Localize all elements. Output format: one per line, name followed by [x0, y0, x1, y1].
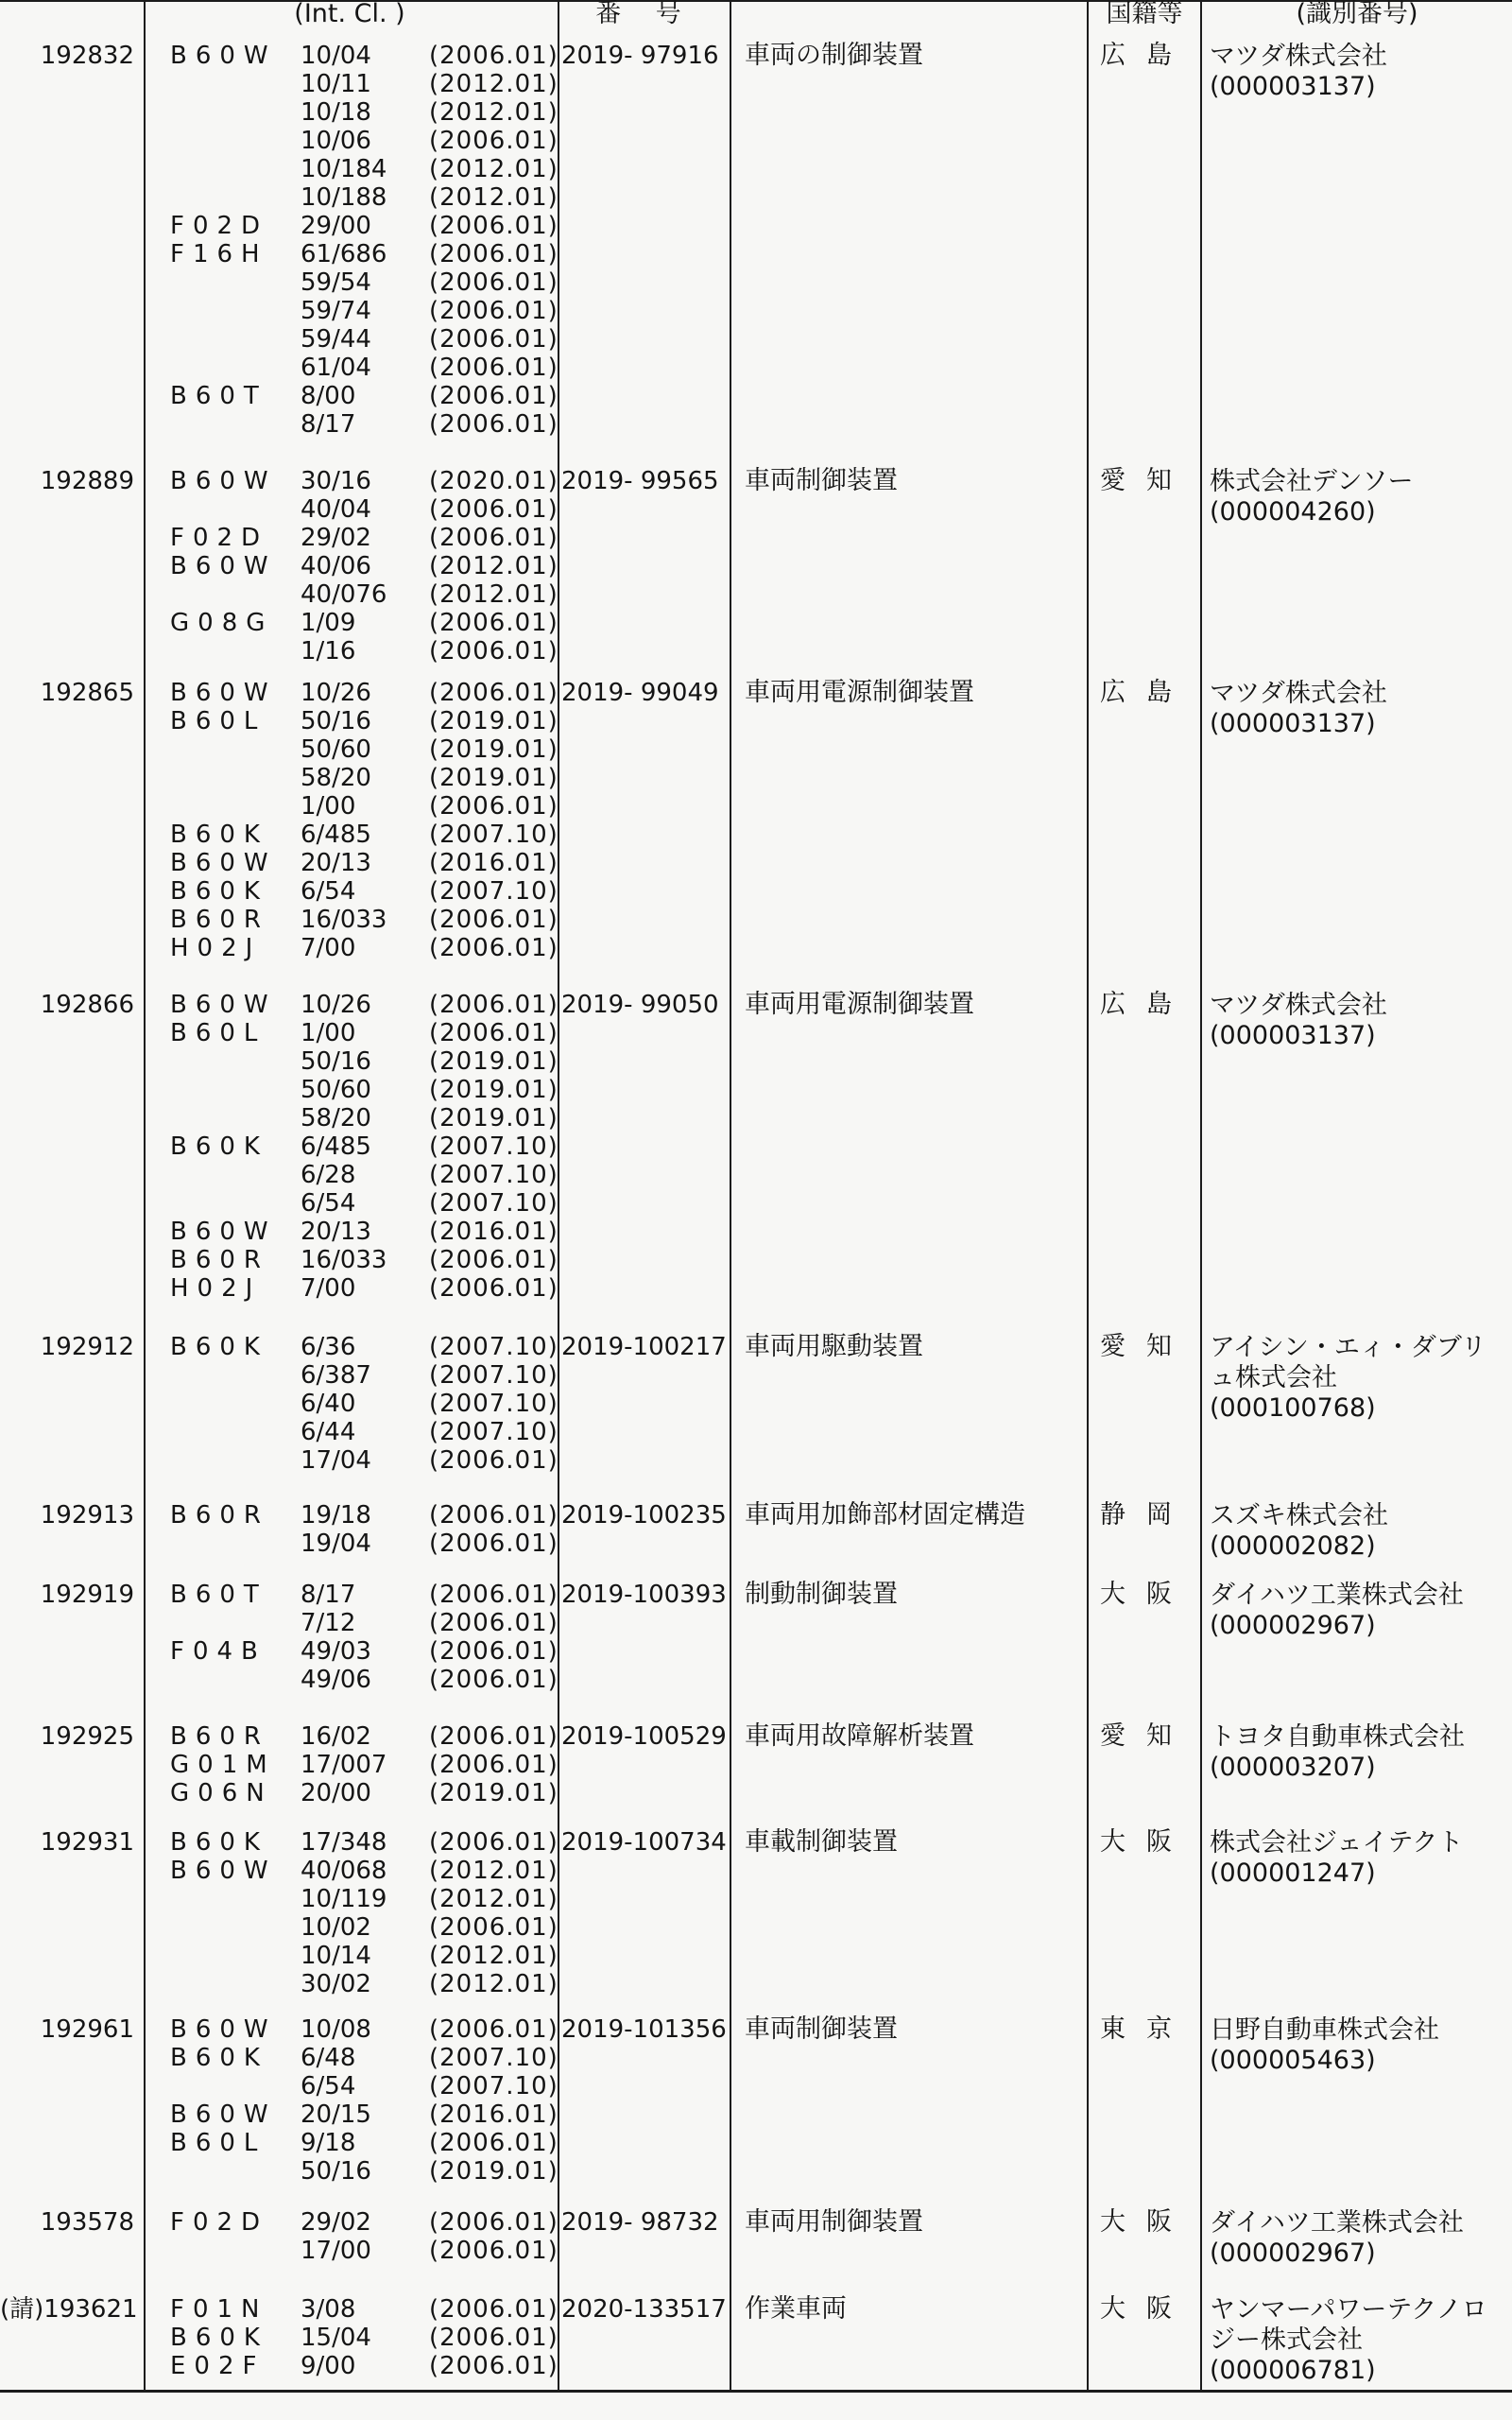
applicant-id: (000100768) [1210, 1393, 1376, 1423]
ipc-version: (2016.01) [429, 1218, 558, 1246]
invention-title: 車両の制御装置 [745, 41, 923, 70]
ipc-group: 49/06 [301, 1666, 371, 1694]
ipc-group: 10/119 [301, 1885, 387, 1913]
ipc-version: (2006.01) [429, 637, 558, 666]
header-app-number: 番 号 [595, 0, 695, 28]
ipc-group: 40/04 [301, 495, 371, 524]
ipc-group: 6/40 [301, 1390, 356, 1418]
prefecture: 大阪 [1100, 2207, 1193, 2237]
ipc-group: 1/09 [301, 609, 356, 637]
ipc-version: (2006.01) [429, 1722, 558, 1751]
ipc-subclass: H02J [170, 934, 262, 962]
applicant [1210, 467, 1508, 527]
applicant [1210, 42, 1508, 102]
ipc-subclass: B60W [170, 1218, 277, 1246]
ipc-version: (2006.01) [429, 1019, 558, 1047]
ipc-version: (2006.01) [429, 906, 558, 934]
ipc-version: (2006.01) [429, 679, 558, 707]
ipc-group: 9/18 [301, 2129, 356, 2157]
ipc-version: (2006.01) [429, 2015, 558, 2044]
ipc-version: (2006.01) [429, 2237, 558, 2265]
prefecture: 広島 [1100, 678, 1193, 707]
applicant-id: (000002967) [1210, 1611, 1376, 1640]
ipc-version: (2006.01) [429, 1637, 558, 1666]
applicant-id: (000003207) [1210, 1753, 1376, 1782]
ipc-group: 10/184 [301, 155, 387, 183]
ipc-subclass: B60R [170, 1722, 269, 1751]
ipc-subclass: F02D [170, 2208, 269, 2237]
applicant [1210, 1828, 1508, 1889]
ipc-version: (2006.01) [429, 1530, 558, 1558]
ipc-subclass: F04B [170, 1637, 266, 1666]
application-number: 2019- 99049 [561, 679, 719, 707]
ipc-group: 20/13 [301, 849, 371, 877]
ipc-subclass: B60K [170, 877, 268, 906]
registration-number: 192865 [40, 679, 134, 707]
ipc-subclass: B60K [170, 1333, 268, 1361]
ipc-version: (2019.01) [429, 1779, 558, 1807]
ipc-subclass: B60W [170, 2015, 277, 2044]
ipc-version: (2006.01) [429, 1828, 558, 1857]
ipc-version: (2012.01) [429, 183, 558, 212]
ipc-version: (2007.10) [429, 1132, 558, 1161]
applicant [1210, 1501, 1508, 1562]
ipc-group: 1/00 [301, 1019, 356, 1047]
application-number: 2019- 97916 [561, 42, 719, 70]
ipc-group: 10/06 [301, 127, 371, 155]
ipc-group: 6/48 [301, 2044, 356, 2072]
applicant-id: (000004260) [1210, 497, 1376, 527]
invention-title: 制動制御装置 [745, 1580, 898, 1609]
applicant-id: (000002082) [1210, 1531, 1376, 1561]
ipc-group: 19/18 [301, 1501, 371, 1530]
ipc-version: (2019.01) [429, 735, 558, 764]
application-number: 2019-100529 [561, 1722, 727, 1751]
ipc-version: (2006.01) [429, 2129, 558, 2157]
ipc-version: (2006.01) [429, 212, 558, 240]
ipc-version: (2016.01) [429, 2100, 558, 2129]
ipc-version: (2012.01) [429, 155, 558, 183]
ipc-group: 6/485 [301, 1132, 371, 1161]
ipc-subclass: H02J [170, 1274, 262, 1303]
ipc-group: 17/007 [301, 1751, 387, 1779]
ipc-subclass: F01N [170, 2295, 268, 2324]
ipc-version: (2012.01) [429, 1857, 558, 1885]
ipc-group: 29/02 [301, 2208, 371, 2237]
ipc-group: 8/00 [301, 382, 356, 410]
ipc-subclass: B60W [170, 42, 277, 70]
ipc-version: (2006.01) [429, 2324, 558, 2352]
ipc-group: 50/60 [301, 1076, 371, 1104]
registration-number: 192961 [40, 2015, 134, 2044]
ipc-subclass: B60R [170, 1501, 269, 1530]
applicant-name: アイシン・エィ・ダブリュ株式会社 [1210, 1333, 1486, 1392]
applicant [1210, 2015, 1508, 2076]
ipc-version: (2006.01) [429, 1913, 558, 1942]
applicant-name: 日野自動車株式会社 [1210, 2015, 1439, 2045]
applicant-id: (000003137) [1210, 72, 1376, 101]
applicant-name: ダイハツ工業株式会社 [1210, 1581, 1464, 1610]
ipc-group: 10/11 [301, 70, 371, 98]
applicant [1210, 1581, 1508, 1641]
ipc-group: 7/12 [301, 1609, 356, 1637]
invention-title: 車両用電源制御装置 [745, 990, 974, 1019]
ipc-group: 17/00 [301, 2237, 371, 2265]
ipc-group: 16/02 [301, 1722, 371, 1751]
ipc-version: (2006.01) [429, 354, 558, 382]
ipc-subclass: B60R [170, 1246, 269, 1274]
ipc-version: (2006.01) [429, 991, 558, 1019]
application-number: 2019- 99050 [561, 991, 719, 1019]
prefecture: 愛知 [1100, 1721, 1193, 1751]
registration-number: 192889 [40, 467, 134, 495]
ipc-group: 10/18 [301, 98, 371, 127]
ipc-version: (2006.01) [429, 240, 558, 268]
ipc-group: 50/16 [301, 1047, 371, 1076]
ipc-group: 6/387 [301, 1361, 371, 1390]
ipc-version: (2007.10) [429, 877, 558, 906]
ipc-version: (2012.01) [429, 552, 558, 580]
prefecture: 愛知 [1100, 466, 1193, 495]
invention-title: 車両制御装置 [745, 466, 898, 495]
column-divider [144, 0, 146, 2392]
ipc-group: 3/08 [301, 2295, 356, 2324]
ipc-group: 40/076 [301, 580, 387, 609]
ipc-group: 17/348 [301, 1828, 387, 1857]
registration-number: 192931 [40, 1828, 134, 1857]
registration-number: 192919 [40, 1581, 134, 1609]
prefecture: 静岡 [1100, 1500, 1193, 1530]
ipc-group: 7/00 [301, 1274, 356, 1303]
ipc-group: 9/00 [301, 2352, 356, 2380]
ipc-version: (2007.10) [429, 2072, 558, 2100]
registration-number: 192912 [40, 1333, 134, 1361]
ipc-subclass: B60W [170, 467, 277, 495]
ipc-group: 20/00 [301, 1779, 371, 1807]
ipc-version: (2006.01) [429, 1751, 558, 1779]
prefecture: 大阪 [1100, 1580, 1193, 1609]
ipc-version: (2019.01) [429, 2157, 558, 2186]
ipc-group: 40/068 [301, 1857, 387, 1885]
column-divider [730, 0, 731, 2392]
ipc-subclass: G01M [170, 1751, 276, 1779]
registration-number: 192925 [40, 1722, 134, 1751]
ipc-group: 17/04 [301, 1446, 371, 1475]
registration-number: (請)193621 [0, 2295, 138, 2324]
ipc-group: 6/485 [301, 821, 371, 849]
ipc-subclass: B60R [170, 906, 269, 934]
ipc-group: 1/00 [301, 792, 356, 821]
applicant [1210, 679, 1508, 739]
applicant-name: トヨタ自動車株式会社 [1210, 1722, 1465, 1752]
ipc-subclass: B60W [170, 991, 277, 1019]
ipc-subclass: B60K [170, 821, 268, 849]
ipc-version: (2006.01) [429, 1666, 558, 1694]
ipc-version: (2006.01) [429, 297, 558, 325]
applicant-name: ダイハツ工業株式会社 [1210, 2208, 1464, 2238]
ipc-version: (2006.01) [429, 792, 558, 821]
ipc-subclass: E02F [170, 2352, 266, 2380]
application-number: 2019-100734 [561, 1828, 727, 1857]
ipc-version: (2006.01) [429, 495, 558, 524]
ipc-group: 58/20 [301, 764, 371, 792]
ipc-subclass: B60L [170, 707, 266, 735]
ipc-version: (2007.10) [429, 1161, 558, 1189]
ipc-group: 10/14 [301, 1942, 371, 1970]
ipc-subclass: B60K [170, 1132, 268, 1161]
header-country: 国籍等 [1106, 0, 1183, 28]
ipc-version: (2007.10) [429, 1361, 558, 1390]
ipc-group: 30/02 [301, 1970, 371, 1998]
ipc-group: 10/08 [301, 2015, 371, 2044]
table-bottom-border [0, 2390, 1512, 2393]
applicant-name: 株式会社ジェイテクト [1210, 1828, 1464, 1858]
ipc-subclass: B60L [170, 1019, 266, 1047]
ipc-version: (2006.01) [429, 268, 558, 297]
application-number: 2019-100235 [561, 1501, 727, 1530]
ipc-group: 50/60 [301, 735, 371, 764]
ipc-version: (2012.01) [429, 98, 558, 127]
applicant-id: (000006781) [1210, 2356, 1376, 2385]
ipc-subclass: B60K [170, 2324, 268, 2352]
applicant [1210, 1722, 1508, 1783]
ipc-version: (2019.01) [429, 1047, 558, 1076]
ipc-subclass: G08G [170, 609, 274, 637]
invention-title: 車載制御装置 [745, 1827, 898, 1857]
ipc-group: 6/44 [301, 1418, 356, 1446]
ipc-group: 59/44 [301, 325, 371, 354]
ipc-version: (2019.01) [429, 1076, 558, 1104]
application-number: 2019-100393 [561, 1581, 727, 1609]
ipc-group: 30/16 [301, 467, 371, 495]
ipc-version: (2006.01) [429, 934, 558, 962]
ipc-version: (2006.01) [429, 609, 558, 637]
application-number: 2019-101356 [561, 2015, 727, 2044]
ipc-group: 6/28 [301, 1161, 356, 1189]
ipc-subclass: F02D [170, 524, 269, 552]
registration-number: 192832 [40, 42, 134, 70]
prefecture: 愛知 [1100, 1332, 1193, 1361]
ipc-group: 50/16 [301, 2157, 371, 2186]
registration-number: 192866 [40, 991, 134, 1019]
ipc-group: 1/16 [301, 637, 356, 666]
ipc-subclass: B60W [170, 552, 277, 580]
ipc-version: (2019.01) [429, 764, 558, 792]
ipc-group: 61/686 [301, 240, 387, 268]
ipc-version: (2012.01) [429, 580, 558, 609]
ipc-version: (2006.01) [429, 1609, 558, 1637]
applicant [1210, 1333, 1508, 1424]
invention-title: 車両用加飾部材固定構造 [745, 1500, 1025, 1530]
ipc-version: (2006.01) [429, 1274, 558, 1303]
ipc-version: (2006.01) [429, 127, 558, 155]
ipc-group: 10/02 [301, 1913, 371, 1942]
ipc-group: 40/06 [301, 552, 371, 580]
ipc-group: 6/54 [301, 1189, 356, 1218]
applicant-name: マツダ株式会社 [1210, 991, 1387, 1020]
ipc-group: 59/74 [301, 297, 371, 325]
ipc-version: (2020.01) [429, 467, 558, 495]
applicant-id: (000001247) [1210, 1858, 1376, 1888]
ipc-subclass: F16H [170, 240, 268, 268]
prefecture: 広島 [1100, 41, 1193, 70]
ipc-version: (2006.01) [429, 1246, 558, 1274]
invention-title: 車両用駆動装置 [745, 1332, 923, 1361]
ipc-version: (2006.01) [429, 2295, 558, 2324]
ipc-version: (2012.01) [429, 1885, 558, 1913]
applicant-id: (000005463) [1210, 2046, 1376, 2075]
ipc-group: 49/03 [301, 1637, 371, 1666]
ipc-subclass: B60K [170, 2044, 268, 2072]
ipc-version: (2016.01) [429, 849, 558, 877]
ipc-version: (2006.01) [429, 325, 558, 354]
applicant-id: (000002967) [1210, 2238, 1376, 2268]
ipc-group: 16/033 [301, 1246, 387, 1274]
ipc-version: (2006.01) [429, 1581, 558, 1609]
ipc-group: 10/26 [301, 679, 371, 707]
ipc-group: 59/54 [301, 268, 371, 297]
ipc-group: 29/00 [301, 212, 371, 240]
applicant-id: (000003137) [1210, 1021, 1376, 1050]
ipc-group: 15/04 [301, 2324, 371, 2352]
invention-title: 車両用故障解析装置 [745, 1721, 974, 1751]
registration-number: 193578 [40, 2208, 134, 2237]
prefecture: 大阪 [1100, 1827, 1193, 1857]
ipc-version: (2006.01) [429, 2352, 558, 2380]
ipc-group: 61/04 [301, 354, 371, 382]
ipc-group: 6/54 [301, 877, 356, 906]
ipc-version: (2006.01) [429, 410, 558, 439]
ipc-version: (2007.10) [429, 2044, 558, 2072]
ipc-version: (2019.01) [429, 707, 558, 735]
application-number: 2019-100217 [561, 1333, 727, 1361]
application-number: 2019- 98732 [561, 2208, 719, 2237]
ipc-subclass: B60T [170, 382, 267, 410]
ipc-group: 10/26 [301, 991, 371, 1019]
header-applicant-id: (識別番号) [1296, 0, 1418, 28]
ipc-group: 50/16 [301, 707, 371, 735]
ipc-version: (2006.01) [429, 382, 558, 410]
ipc-subclass: B60T [170, 1581, 267, 1609]
ipc-subclass: B60W [170, 679, 277, 707]
column-divider [1087, 0, 1089, 2392]
applicant [1210, 2295, 1508, 2386]
ipc-group: 58/20 [301, 1104, 371, 1132]
ipc-version: (2007.10) [429, 1418, 558, 1446]
ipc-version: (2007.10) [429, 1189, 558, 1218]
ipc-subclass: G06N [170, 1779, 273, 1807]
ipc-group: 16/033 [301, 906, 387, 934]
ipc-version: (2007.10) [429, 821, 558, 849]
ipc-version: (2006.01) [429, 524, 558, 552]
ipc-group: 10/188 [301, 183, 387, 212]
registration-number: 192913 [40, 1501, 134, 1530]
header-classification: (Int. Cl. ) [294, 0, 405, 28]
ipc-version: (2006.01) [429, 42, 558, 70]
invention-title: 車両制御装置 [745, 2014, 898, 2044]
ipc-version: (2006.01) [429, 1501, 558, 1530]
ipc-version: (2012.01) [429, 1942, 558, 1970]
ipc-subclass: B60K [170, 1828, 268, 1857]
applicant-name: ヤンマーパワーテクノロジー株式会社 [1210, 2295, 1487, 2355]
invention-title: 車両用電源制御装置 [745, 678, 974, 707]
ipc-subclass: F02D [170, 212, 269, 240]
application-number: 2020-133517 [561, 2295, 727, 2324]
prefecture: 大阪 [1100, 2294, 1193, 2324]
invention-title: 作業車両 [745, 2294, 847, 2324]
ipc-group: 20/15 [301, 2100, 371, 2129]
ipc-group: 10/04 [301, 42, 371, 70]
ipc-group: 6/36 [301, 1333, 356, 1361]
ipc-group: 29/02 [301, 524, 371, 552]
applicant [1210, 991, 1508, 1051]
ipc-version: (2012.01) [429, 1970, 558, 1998]
ipc-subclass: B60W [170, 849, 277, 877]
ipc-version: (2019.01) [429, 1104, 558, 1132]
applicant-name: スズキ株式会社 [1210, 1501, 1388, 1530]
ipc-subclass: B60W [170, 2100, 277, 2129]
ipc-group: 8/17 [301, 410, 356, 439]
applicant-name: 株式会社デンソー [1210, 467, 1414, 496]
prefecture: 東京 [1100, 2014, 1193, 2044]
ipc-group: 20/13 [301, 1218, 371, 1246]
ipc-subclass: B60W [170, 1857, 277, 1885]
ipc-group: 19/04 [301, 1530, 371, 1558]
ipc-version: (2006.01) [429, 1446, 558, 1475]
ipc-version: (2007.10) [429, 1390, 558, 1418]
ipc-group: 6/54 [301, 2072, 356, 2100]
applicant-name: マツダ株式会社 [1210, 679, 1387, 708]
prefecture: 広島 [1100, 990, 1193, 1019]
column-divider [1200, 0, 1202, 2392]
ipc-subclass: B60L [170, 2129, 266, 2157]
applicant-id: (000003137) [1210, 709, 1376, 738]
invention-title: 車両用制御装置 [745, 2207, 923, 2237]
application-number: 2019- 99565 [561, 467, 719, 495]
ipc-version: (2007.10) [429, 1333, 558, 1361]
ipc-group: 8/17 [301, 1581, 356, 1609]
applicant-name: マツダ株式会社 [1210, 42, 1387, 71]
ipc-group: 7/00 [301, 934, 356, 962]
ipc-version: (2012.01) [429, 70, 558, 98]
applicant [1210, 2208, 1508, 2269]
ipc-version: (2006.01) [429, 2208, 558, 2237]
